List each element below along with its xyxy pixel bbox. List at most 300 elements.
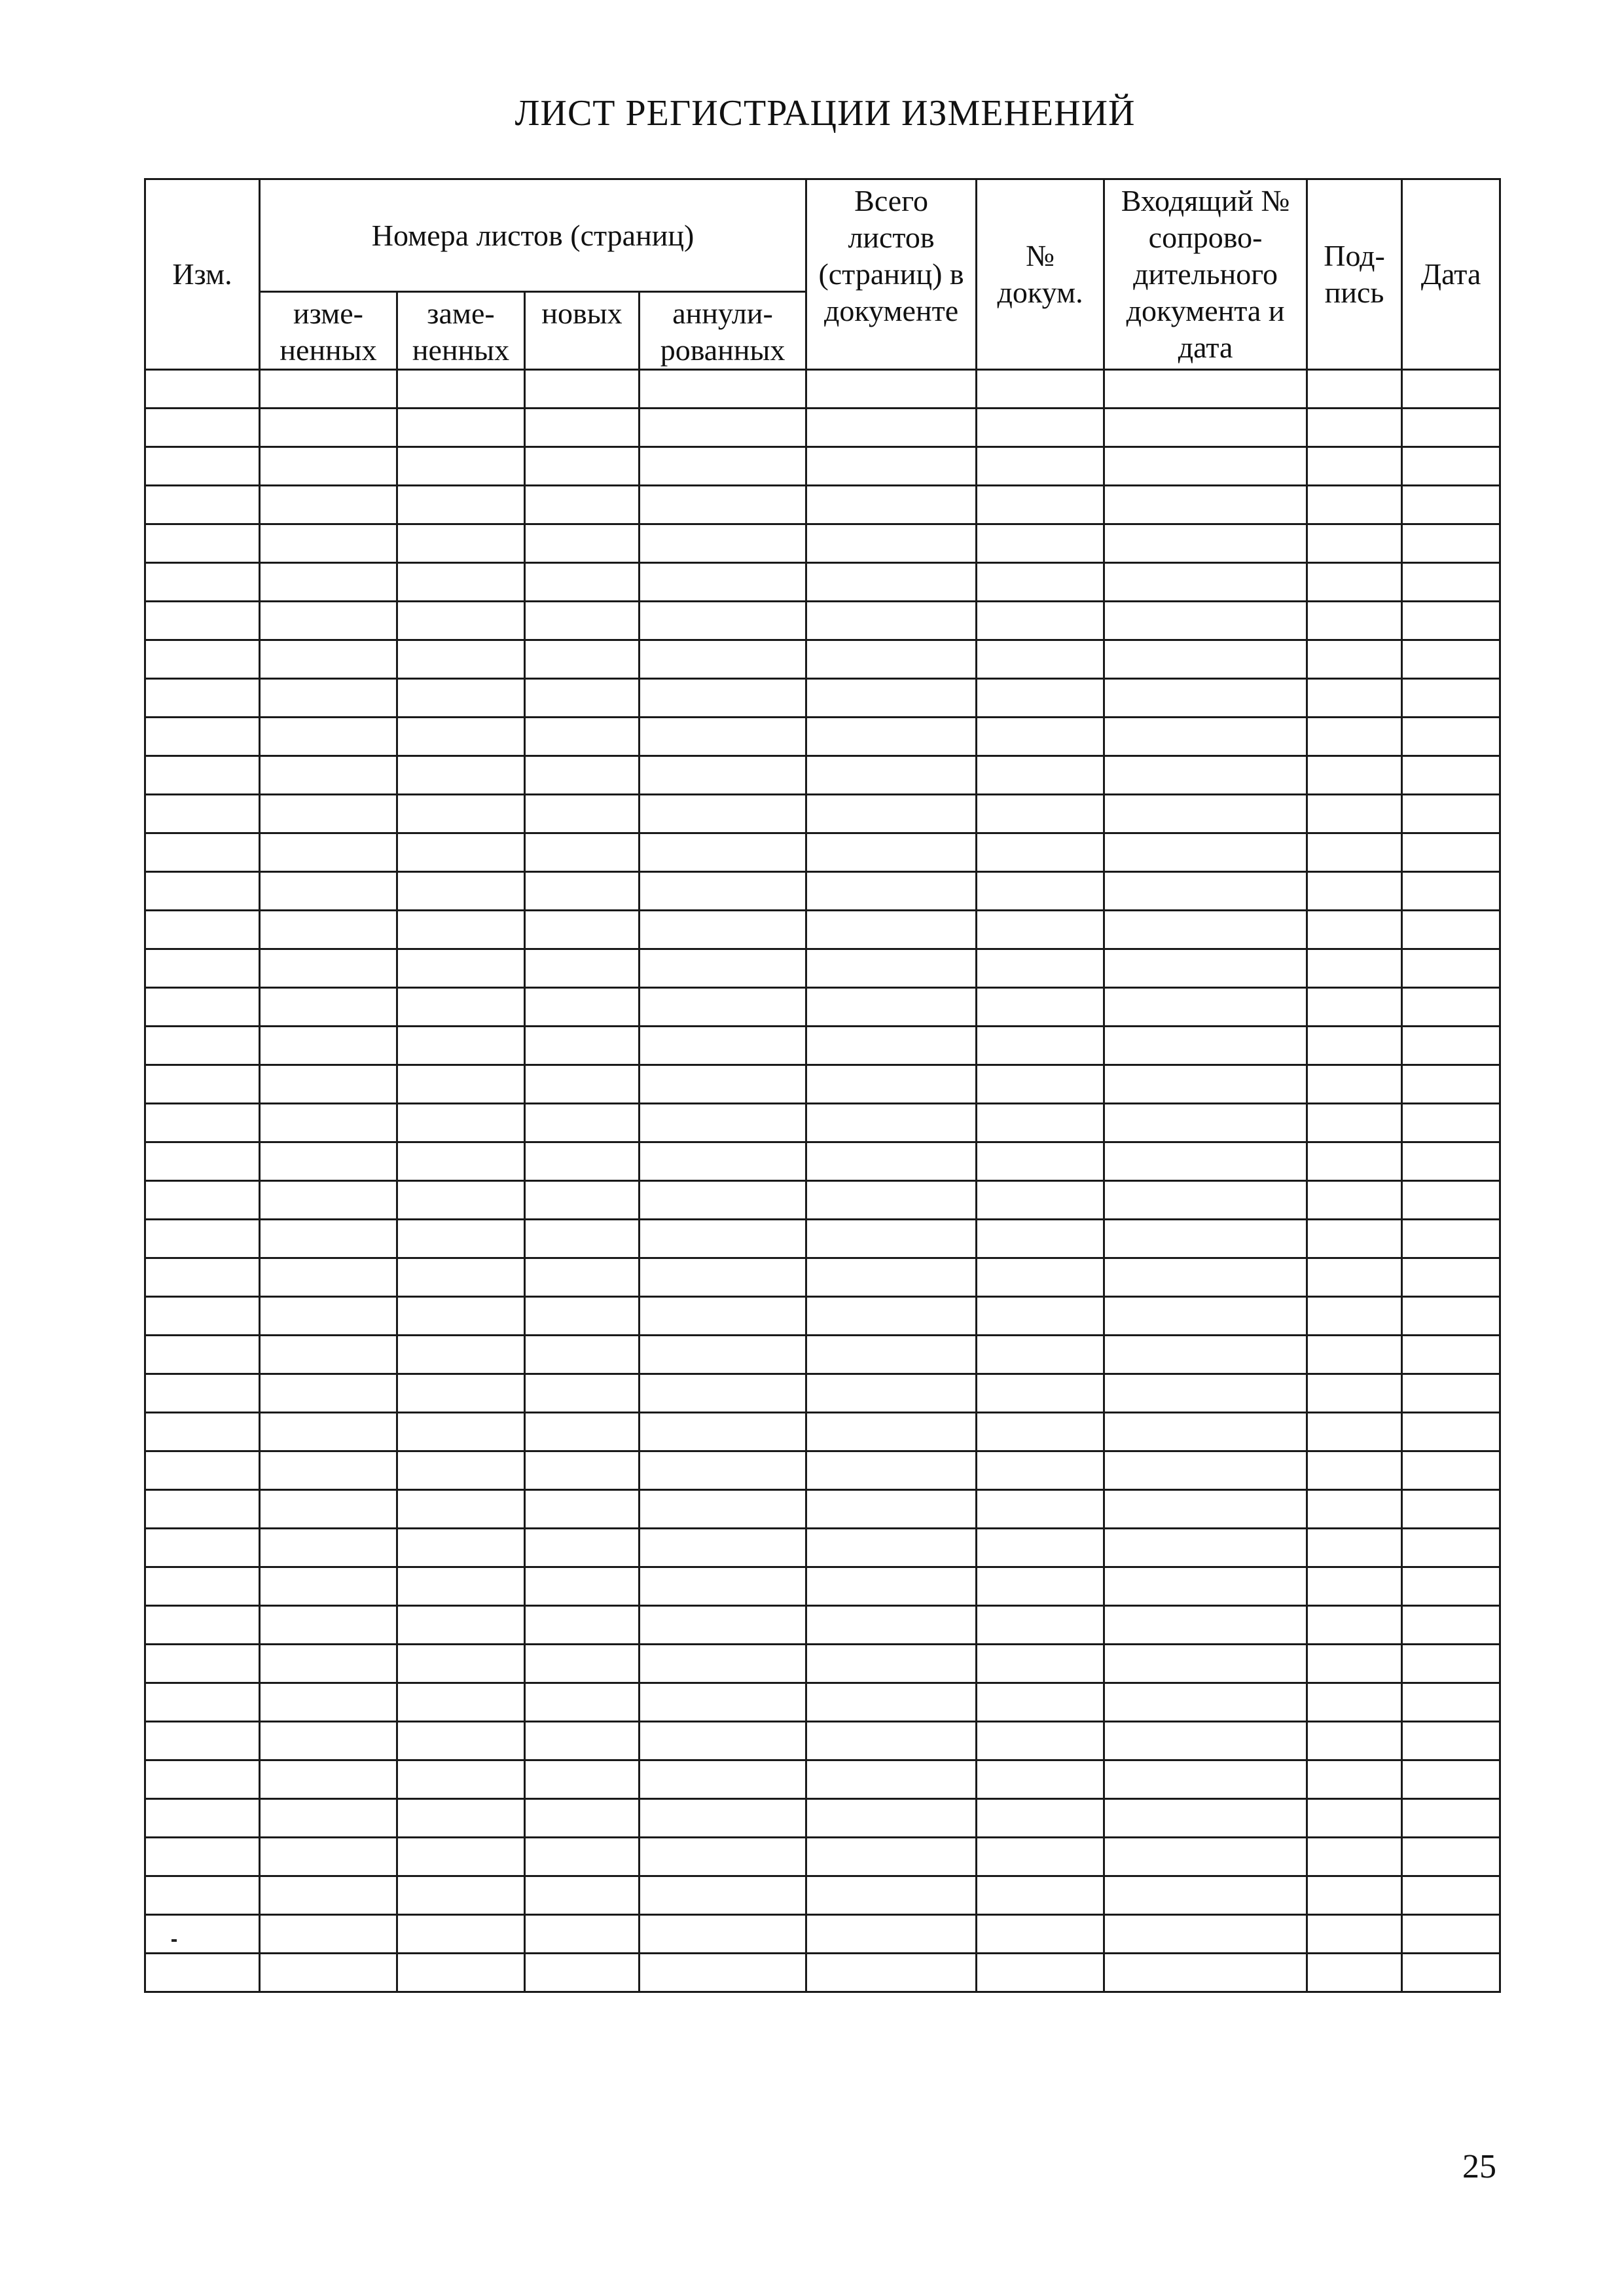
table-cell[interactable] [260,1838,397,1876]
table-cell[interactable] [145,833,260,872]
table-cell[interactable] [1104,602,1307,640]
table-cell[interactable] [1307,1142,1402,1181]
table-cell[interactable] [640,1027,806,1065]
table-cell[interactable] [977,563,1104,602]
table-cell[interactable] [1104,1722,1307,1760]
table-cell[interactable] [640,563,806,602]
table-cell[interactable] [1307,795,1402,833]
table-cell[interactable] [145,1220,260,1258]
table-cell[interactable] [640,1336,806,1374]
table-cell[interactable] [640,1876,806,1915]
table-cell[interactable] [1307,1258,1402,1297]
table-cell[interactable] [1402,1645,1500,1683]
table-cell[interactable] [525,1451,640,1490]
table-cell[interactable] [806,872,977,911]
table-cell[interactable] [1104,1876,1307,1915]
table-cell[interactable] [260,447,397,486]
table-cell[interactable] [1104,1413,1307,1451]
table-cell[interactable] [397,1915,525,1954]
table-cell[interactable] [977,1451,1104,1490]
table-cell[interactable] [1104,1490,1307,1529]
table-cell[interactable] [145,679,260,718]
table-cell[interactable] [1307,1915,1402,1954]
table-cell[interactable] [977,1297,1104,1336]
table-cell[interactable] [977,1606,1104,1645]
table-cell[interactable] [977,1799,1104,1838]
table-cell[interactable] [977,1760,1104,1799]
table-cell[interactable] [397,1645,525,1683]
table-cell[interactable] [1402,447,1500,486]
table-cell[interactable] [806,1838,977,1876]
table-cell[interactable] [977,1683,1104,1722]
table-cell[interactable] [525,1065,640,1104]
table-cell[interactable] [397,988,525,1027]
table-cell[interactable] [806,602,977,640]
table-cell[interactable] [806,911,977,949]
table-cell[interactable] [260,1529,397,1567]
table-cell[interactable] [1402,911,1500,949]
table-cell[interactable] [260,1297,397,1336]
table-cell[interactable] [397,1336,525,1374]
table-cell[interactable] [397,1297,525,1336]
table-cell[interactable] [977,486,1104,524]
table-cell[interactable] [1307,524,1402,563]
table-cell[interactable] [977,1567,1104,1606]
table-cell[interactable] [1402,1799,1500,1838]
table-cell[interactable] [260,640,397,679]
table-cell[interactable] [1104,1567,1307,1606]
table-cell[interactable] [806,1645,977,1683]
table-cell[interactable] [640,1297,806,1336]
table-cell[interactable] [806,1451,977,1490]
table-cell[interactable] [1307,447,1402,486]
table-cell[interactable] [525,1645,640,1683]
table-cell[interactable] [145,1760,260,1799]
table-cell[interactable] [806,1567,977,1606]
table-cell[interactable] [806,370,977,409]
table-cell[interactable] [1307,1645,1402,1683]
table-cell[interactable] [1307,1567,1402,1606]
table-cell[interactable] [977,1876,1104,1915]
table-cell[interactable] [1402,1451,1500,1490]
table-cell[interactable] [397,1142,525,1181]
table-cell[interactable] [525,718,640,756]
table-cell[interactable] [397,1567,525,1606]
table-cell[interactable] [1402,1606,1500,1645]
table-cell[interactable] [1402,524,1500,563]
table-cell[interactable] [525,1722,640,1760]
table-cell[interactable] [525,1027,640,1065]
table-cell[interactable] [806,1336,977,1374]
table-cell[interactable] [397,1683,525,1722]
table-cell[interactable] [145,1374,260,1413]
table-cell[interactable] [1402,795,1500,833]
table-cell[interactable] [260,1683,397,1722]
table-cell[interactable] [1402,1297,1500,1336]
table-cell[interactable] [806,1683,977,1722]
table-cell[interactable] [1307,563,1402,602]
table-cell[interactable] [260,1374,397,1413]
table-cell[interactable] [397,409,525,447]
table-cell[interactable] [977,718,1104,756]
table-cell[interactable] [1402,1142,1500,1181]
table-cell[interactable] [397,1606,525,1645]
table-cell[interactable] [260,1490,397,1529]
table-cell[interactable] [397,1374,525,1413]
table-cell[interactable] [977,795,1104,833]
table-cell[interactable] [397,486,525,524]
table-cell[interactable] [977,409,1104,447]
table-cell[interactable] [525,1258,640,1297]
table-cell[interactable] [640,524,806,563]
table-cell[interactable] [1402,1104,1500,1142]
table-cell[interactable] [525,756,640,795]
table-cell[interactable] [640,1799,806,1838]
table-cell[interactable] [397,1876,525,1915]
table-cell[interactable] [260,679,397,718]
table-cell[interactable] [1402,949,1500,988]
table-cell[interactable] [640,602,806,640]
table-cell[interactable] [145,718,260,756]
table-cell[interactable] [977,1258,1104,1297]
table-cell[interactable] [1402,756,1500,795]
table-cell[interactable] [397,833,525,872]
table-cell[interactable] [525,486,640,524]
table-cell[interactable] [1307,1220,1402,1258]
table-cell[interactable] [806,1606,977,1645]
table-cell[interactable] [640,447,806,486]
table-cell[interactable] [1104,1027,1307,1065]
table-cell[interactable] [145,1529,260,1567]
table-cell[interactable] [1402,1915,1500,1954]
table-cell[interactable] [145,1258,260,1297]
table-cell[interactable] [1104,1954,1307,1992]
table-cell[interactable] [806,563,977,602]
table-cell[interactable] [1307,756,1402,795]
table-cell[interactable] [525,1413,640,1451]
table-cell[interactable] [977,949,1104,988]
table-cell[interactable] [640,795,806,833]
table-cell[interactable] [145,1838,260,1876]
table-cell[interactable] [640,1606,806,1645]
table-cell[interactable] [640,1915,806,1954]
table-cell[interactable] [640,949,806,988]
table-cell[interactable] [977,1374,1104,1413]
table-cell[interactable] [806,1529,977,1567]
table-cell[interactable] [260,1954,397,1992]
table-cell[interactable] [977,1065,1104,1104]
table-cell[interactable] [1402,640,1500,679]
table-cell[interactable] [640,911,806,949]
table-cell[interactable] [1402,602,1500,640]
table-cell[interactable] [640,1760,806,1799]
table-cell[interactable] [977,1954,1104,1992]
table-cell[interactable] [1104,1065,1307,1104]
table-cell[interactable] [525,679,640,718]
table-cell[interactable] [1307,911,1402,949]
table-cell[interactable] [1104,1336,1307,1374]
table-cell[interactable] [806,1258,977,1297]
table-cell[interactable] [977,370,1104,409]
table-cell[interactable] [397,911,525,949]
table-cell[interactable] [806,1065,977,1104]
table-cell[interactable] [1402,1258,1500,1297]
table-cell[interactable] [260,1915,397,1954]
table-cell[interactable] [260,1760,397,1799]
table-cell[interactable] [260,1181,397,1220]
table-cell[interactable] [640,718,806,756]
table-cell[interactable] [1307,1297,1402,1336]
table-cell[interactable] [1307,370,1402,409]
table-cell[interactable] [1402,1490,1500,1529]
table-cell[interactable] [1104,1645,1307,1683]
table-cell[interactable] [977,602,1104,640]
table-cell[interactable] [1104,1258,1307,1297]
table-cell[interactable] [977,1722,1104,1760]
table-cell[interactable] [397,718,525,756]
table-cell[interactable] [397,1220,525,1258]
table-cell[interactable] [397,370,525,409]
table-cell[interactable] [1307,1838,1402,1876]
table-cell[interactable] [1104,1220,1307,1258]
table-cell[interactable] [525,1876,640,1915]
table-cell[interactable] [640,1374,806,1413]
table-cell[interactable] [1307,988,1402,1027]
table-cell[interactable] [260,370,397,409]
table-cell[interactable] [1402,1838,1500,1876]
table-cell[interactable] [145,949,260,988]
table-cell[interactable] [145,563,260,602]
table-cell[interactable] [640,833,806,872]
table-cell[interactable] [145,640,260,679]
table-cell[interactable] [1307,1451,1402,1490]
table-cell[interactable] [806,1297,977,1336]
table-cell[interactable] [525,563,640,602]
table-cell[interactable] [1104,524,1307,563]
table-cell[interactable] [640,409,806,447]
table-cell[interactable] [397,949,525,988]
table-cell[interactable] [1402,370,1500,409]
table-cell[interactable] [145,1142,260,1181]
table-cell[interactable] [806,833,977,872]
table-cell[interactable] [525,1297,640,1336]
table-cell[interactable] [145,756,260,795]
table-cell[interactable] [806,795,977,833]
table-cell[interactable] [145,602,260,640]
table-cell[interactable] [260,486,397,524]
table-cell[interactable] [1104,679,1307,718]
table-cell[interactable] [1307,1065,1402,1104]
table-cell[interactable] [1402,1683,1500,1722]
table-cell[interactable] [525,1104,640,1142]
table-cell[interactable] [260,524,397,563]
table-cell[interactable] [1307,1027,1402,1065]
table-cell[interactable] [260,1799,397,1838]
table-cell[interactable] [145,1451,260,1490]
table-cell[interactable] [806,1876,977,1915]
table-cell[interactable] [260,1027,397,1065]
table-cell[interactable] [977,1645,1104,1683]
table-cell[interactable] [397,679,525,718]
table-cell[interactable] [1104,949,1307,988]
table-cell[interactable] [525,1529,640,1567]
table-cell[interactable] [1104,795,1307,833]
table-cell[interactable] [977,1529,1104,1567]
table-cell[interactable] [640,1413,806,1451]
table-cell[interactable] [260,409,397,447]
table-cell[interactable] [1307,409,1402,447]
table-cell[interactable] [260,1606,397,1645]
table-cell[interactable] [977,988,1104,1027]
table-cell[interactable] [1104,1142,1307,1181]
table-cell[interactable] [260,1258,397,1297]
table-cell[interactable] [260,795,397,833]
table-cell[interactable] [260,833,397,872]
table-cell[interactable] [145,524,260,563]
table-cell[interactable] [145,1799,260,1838]
table-cell[interactable] [525,1567,640,1606]
table-cell[interactable] [806,1374,977,1413]
table-cell[interactable] [397,640,525,679]
table-cell[interactable] [806,1181,977,1220]
table-cell[interactable] [1402,1413,1500,1451]
table-cell[interactable] [806,1413,977,1451]
table-cell[interactable] [1307,1799,1402,1838]
table-cell[interactable] [525,833,640,872]
table-cell[interactable] [145,1336,260,1374]
table-cell[interactable] [1402,563,1500,602]
table-cell[interactable] [525,1220,640,1258]
table-cell[interactable] [806,1760,977,1799]
table-cell[interactable] [1307,1413,1402,1451]
table-cell[interactable] [145,1490,260,1529]
table-cell[interactable] [1104,640,1307,679]
table-cell[interactable] [977,1142,1104,1181]
table-cell[interactable] [145,370,260,409]
table-cell[interactable] [1402,1876,1500,1915]
table-cell[interactable] [977,1413,1104,1451]
table-cell[interactable] [397,602,525,640]
table-cell[interactable] [525,988,640,1027]
table-cell[interactable] [145,1722,260,1760]
table-cell[interactable] [1104,1451,1307,1490]
table-cell[interactable] [640,872,806,911]
table-cell[interactable] [397,447,525,486]
table-cell[interactable] [397,1181,525,1220]
table-cell[interactable] [1402,1529,1500,1567]
table-cell[interactable] [1104,872,1307,911]
table-cell[interactable] [1402,833,1500,872]
table-cell[interactable] [1402,1336,1500,1374]
table-cell[interactable] [260,602,397,640]
table-cell[interactable] [1104,1297,1307,1336]
table-cell[interactable] [806,1142,977,1181]
table-cell[interactable] [640,640,806,679]
table-cell[interactable] [1307,1490,1402,1529]
table-cell[interactable] [640,1490,806,1529]
table-cell[interactable] [525,524,640,563]
table-cell[interactable] [145,1915,260,1954]
table-cell[interactable] [640,1451,806,1490]
table-cell[interactable] [525,640,640,679]
table-cell[interactable] [525,1683,640,1722]
table-cell[interactable] [525,1954,640,1992]
table-cell[interactable] [1307,949,1402,988]
table-cell[interactable] [260,1104,397,1142]
table-cell[interactable] [1307,1683,1402,1722]
table-cell[interactable] [525,447,640,486]
table-cell[interactable] [1104,1606,1307,1645]
table-cell[interactable] [1307,1606,1402,1645]
table-cell[interactable] [145,409,260,447]
table-cell[interactable] [1402,1027,1500,1065]
table-cell[interactable] [806,409,977,447]
table-cell[interactable] [977,1336,1104,1374]
table-cell[interactable] [1402,1374,1500,1413]
table-cell[interactable] [1104,486,1307,524]
table-cell[interactable] [260,563,397,602]
table-cell[interactable] [806,640,977,679]
table-cell[interactable] [806,447,977,486]
table-cell[interactable] [1402,1567,1500,1606]
table-cell[interactable] [977,833,1104,872]
table-cell[interactable] [1402,872,1500,911]
table-cell[interactable] [1104,370,1307,409]
table-cell[interactable] [525,1606,640,1645]
table-cell[interactable] [525,872,640,911]
table-cell[interactable] [397,1065,525,1104]
table-cell[interactable] [1402,1954,1500,1992]
table-cell[interactable] [145,1181,260,1220]
table-cell[interactable] [397,1838,525,1876]
table-cell[interactable] [145,1297,260,1336]
table-cell[interactable] [1307,640,1402,679]
table-cell[interactable] [525,1915,640,1954]
table-cell[interactable] [1307,679,1402,718]
table-cell[interactable] [1307,833,1402,872]
table-cell[interactable] [1104,563,1307,602]
table-cell[interactable] [525,795,640,833]
table-cell[interactable] [145,911,260,949]
table-cell[interactable] [1402,718,1500,756]
table-cell[interactable] [397,872,525,911]
table-cell[interactable] [1307,1722,1402,1760]
table-cell[interactable] [1402,486,1500,524]
table-cell[interactable] [1104,1838,1307,1876]
table-cell[interactable] [640,370,806,409]
table-cell[interactable] [260,872,397,911]
table-cell[interactable] [260,1413,397,1451]
table-cell[interactable] [977,1104,1104,1142]
table-cell[interactable] [397,1027,525,1065]
table-cell[interactable] [1104,718,1307,756]
table-cell[interactable] [525,1336,640,1374]
table-cell[interactable] [806,1104,977,1142]
table-cell[interactable] [806,1027,977,1065]
table-cell[interactable] [525,1374,640,1413]
table-cell[interactable] [397,795,525,833]
table-cell[interactable] [806,1954,977,1992]
table-cell[interactable] [640,486,806,524]
table-cell[interactable] [806,1490,977,1529]
table-cell[interactable] [977,447,1104,486]
table-cell[interactable] [260,1722,397,1760]
table-cell[interactable] [145,447,260,486]
table-cell[interactable] [1104,447,1307,486]
table-cell[interactable] [1402,1760,1500,1799]
table-cell[interactable] [977,679,1104,718]
table-cell[interactable] [260,1876,397,1915]
